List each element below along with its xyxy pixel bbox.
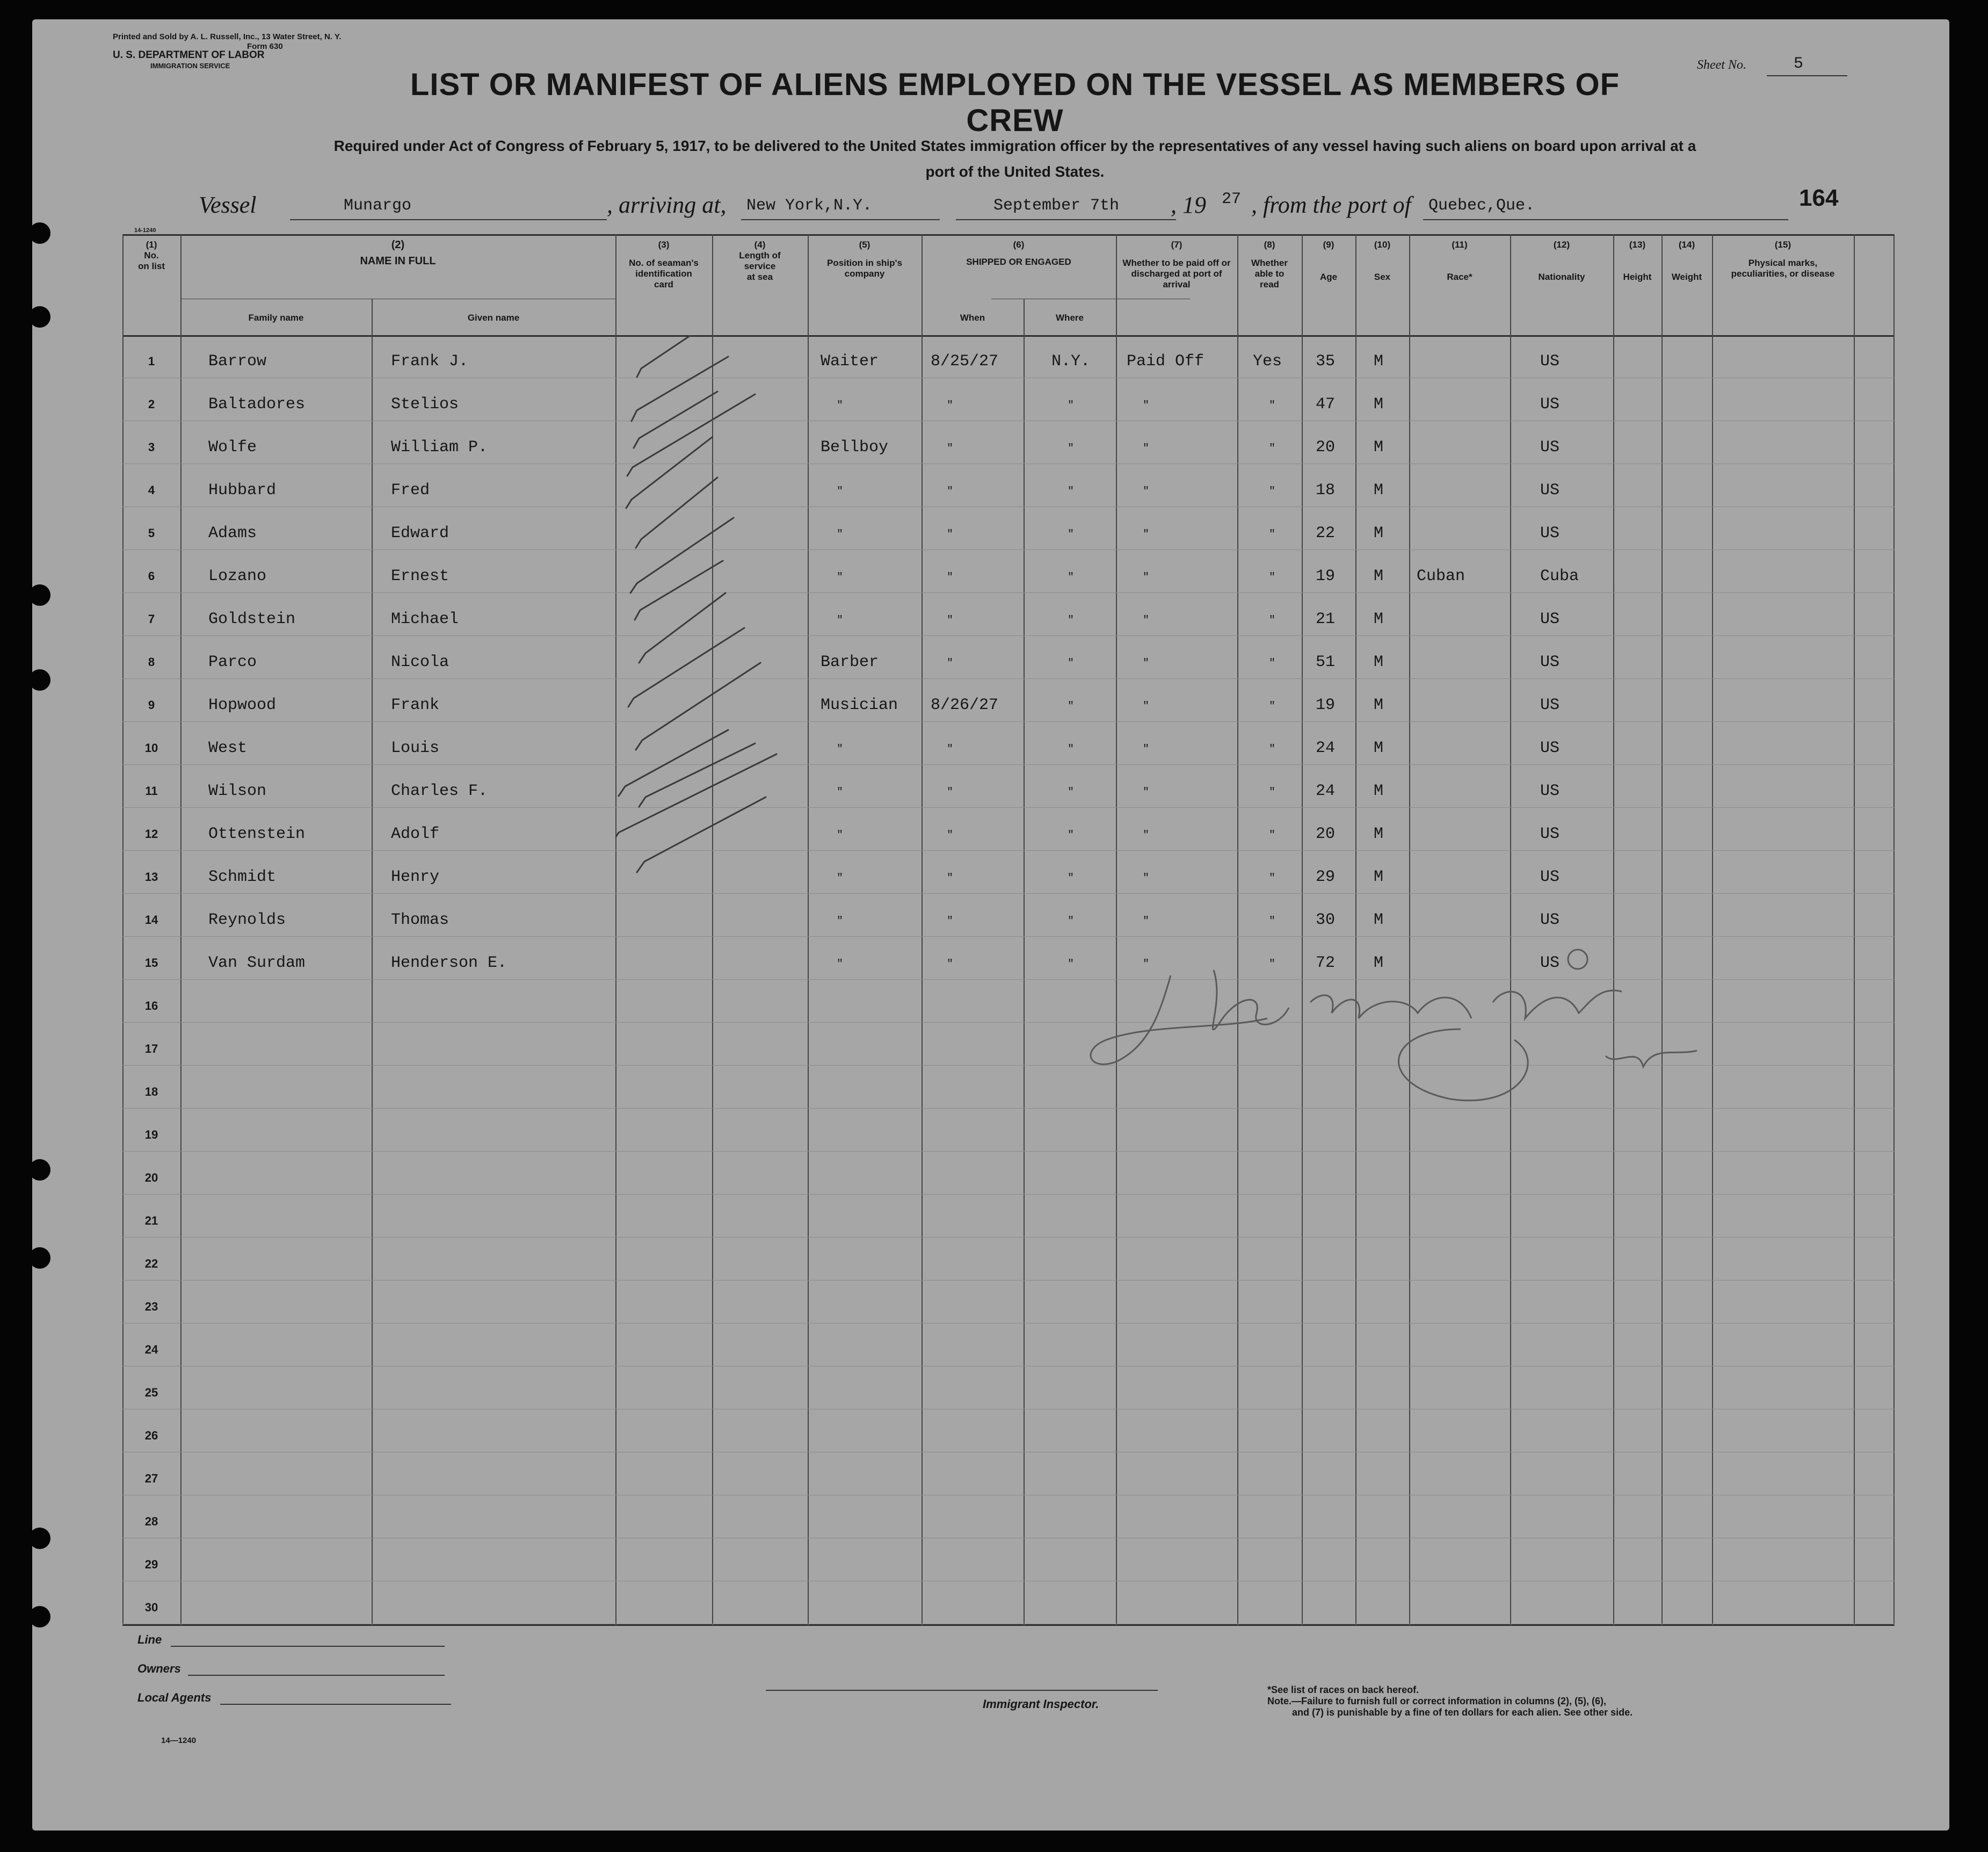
row-number: 2 (148, 397, 155, 411)
port-label: , from the port of (1251, 192, 1411, 218)
given-name-cell: Thomas (391, 911, 449, 929)
age-cell: 18 (1316, 481, 1336, 500)
shipped-where-cell: N.Y. (1051, 352, 1091, 371)
shipped-when-cell: 8/26/27 (931, 696, 999, 714)
row-rule (122, 592, 1895, 593)
family-name-cell: Lozano (208, 567, 267, 585)
arrival-underline (741, 219, 940, 220)
family-name-cell: Adams (208, 524, 257, 542)
row-number: 7 (148, 612, 155, 626)
sex-cell: M (1374, 610, 1384, 628)
port-underline (1423, 219, 1788, 220)
sex-cell: M (1374, 567, 1384, 585)
family-name-cell: Reynolds (208, 911, 286, 929)
col14-header: (14) Weight (1671, 240, 1702, 282)
row-number: 28 (144, 1515, 158, 1528)
row-rule (122, 1194, 1895, 1195)
nationality-cell: US (1540, 911, 1560, 929)
shipped-when-cell: " (947, 915, 954, 928)
col6-header: (6) SHIPPED OR ENGAGED (966, 240, 1071, 267)
nationality-cell: US (1540, 524, 1560, 542)
col9-header: (9) Age (1319, 240, 1338, 282)
row-number: 1 (148, 355, 155, 368)
row-number: 24 (144, 1343, 158, 1356)
year-prefix: , 19 (1171, 192, 1206, 218)
row-rule (122, 936, 1895, 937)
table-bottom-rule (122, 1624, 1895, 1626)
shipped-when-cell: " (947, 571, 954, 584)
given-name-cell: Ernest (391, 567, 449, 585)
col-rule (1661, 234, 1663, 1625)
row-number: 25 (144, 1386, 158, 1399)
able-to-read-cell: " (1269, 872, 1276, 885)
col4-header: (4) Length of service at sea (739, 240, 781, 282)
paid-off-cell: " (1143, 743, 1150, 756)
row-number: 9 (148, 698, 155, 712)
given-name-cell: Frank (391, 696, 440, 714)
family-name-cell: Ottenstein (208, 825, 306, 843)
paid-off-cell: " (1143, 443, 1150, 455)
binder-hole (29, 306, 50, 328)
given-name-cell: Henderson E. (391, 954, 507, 972)
col-rule (1355, 234, 1356, 1625)
agents-underline (220, 1704, 451, 1705)
inspector-signature-line (766, 1690, 1158, 1691)
col-rule (922, 234, 923, 1625)
given-name-cell: Adolf (391, 825, 440, 843)
position-cell: " (837, 571, 844, 584)
department: U. S. DEPARTMENT OF LABOR (113, 49, 265, 61)
family-name-cell: Hopwood (208, 696, 277, 714)
page-title: LIST OR MANIFEST OF ALIENS EMPLOYED ON THE VESSEL AS MEMBERS OF CREW (410, 67, 1620, 138)
able-to-read-cell: " (1269, 700, 1276, 713)
col-rule (1712, 234, 1713, 1625)
able-to-read-cell: " (1269, 829, 1276, 842)
sex-cell: M (1374, 825, 1384, 843)
family-name-cell: Wilson (208, 782, 267, 800)
nationality-cell: US (1540, 438, 1560, 457)
row-number: 14 (144, 913, 158, 927)
paid-off-cell: " (1143, 486, 1150, 498)
owners-underline (188, 1675, 445, 1676)
subtitle-line-2: port of the United States. (925, 163, 1105, 180)
shipped-where-cell: " (1068, 872, 1075, 885)
col2-header: (2) NAME IN FULL (360, 239, 436, 267)
nationality-cell: US (1540, 352, 1560, 371)
nationality-cell: US (1540, 954, 1560, 972)
shipped-where-cell: " (1068, 657, 1075, 670)
age-cell: 24 (1316, 739, 1336, 757)
given-name-cell: Stelios (391, 395, 459, 414)
subtitle (177, 133, 1853, 185)
age-cell: 35 (1316, 352, 1336, 371)
nationality-cell: US (1540, 782, 1560, 800)
col-rule (122, 234, 124, 1625)
agents-label: Local Agents (137, 1691, 212, 1704)
binder-hole (29, 1159, 50, 1181)
col-rule (1302, 234, 1303, 1625)
col1-header: (1) No. on list (137, 240, 165, 271)
shipped-when-cell: " (947, 786, 954, 799)
nationality-cell: US (1540, 868, 1560, 886)
col15-header: (15) Physical marks, peculiarities, or disease (1731, 240, 1835, 279)
footer-code: 14—1240 (161, 1736, 197, 1745)
nationality-cell: US (1540, 696, 1560, 714)
sheet-underline (1767, 75, 1847, 76)
shipped-where-cell: " (1068, 400, 1075, 412)
able-to-read-cell: " (1269, 400, 1276, 412)
sex-cell: M (1374, 954, 1384, 972)
position-cell: Bellboy (821, 438, 889, 457)
sex-cell: M (1374, 395, 1384, 414)
row-number: 23 (144, 1300, 158, 1313)
paid-off-cell: " (1143, 958, 1150, 971)
row-number: 20 (144, 1171, 158, 1184)
position-cell: " (837, 958, 844, 971)
sheet-label: Sheet No. (1697, 58, 1746, 72)
given-name-cell: Louis (391, 739, 440, 757)
shipped-where-cell: " (1068, 915, 1075, 928)
position-cell: Barber (821, 653, 879, 671)
nationality-cell: US (1540, 739, 1560, 757)
binder-hole (29, 222, 50, 244)
owners-label: Owners (137, 1662, 181, 1675)
binder-hole (29, 669, 50, 691)
row-number: 26 (144, 1429, 158, 1442)
row-number: 18 (144, 1085, 158, 1098)
col5-header: (5) Position in ship's company (826, 240, 903, 279)
row-rule (122, 549, 1895, 550)
shipped-when-cell: " (947, 958, 954, 971)
col13-header: (13) Height (1623, 240, 1652, 282)
able-to-read-cell: " (1269, 786, 1276, 799)
line-underline (171, 1646, 445, 1647)
able-to-read-cell: " (1269, 915, 1276, 928)
year-suffix: 27 (1222, 190, 1242, 208)
sex-cell: M (1374, 696, 1384, 714)
paid-off-cell: " (1143, 571, 1150, 584)
arrival-date: September 7th (993, 197, 1120, 215)
signature-mark (1085, 938, 1837, 1115)
able-to-read-cell: " (1269, 571, 1276, 584)
sex-cell: M (1374, 653, 1384, 671)
row-number: 30 (144, 1601, 158, 1614)
arriving-label: , arriving at, (607, 192, 727, 218)
where-header: Where (1056, 313, 1084, 323)
printer-line: Printed and Sold by A. L. Russell, Inc., 13 Water Street, N. Y. (113, 32, 342, 41)
departure-port: Quebec,Que. (1428, 197, 1535, 215)
shipped-when-cell: " (947, 400, 954, 412)
able-to-read-cell: " (1269, 614, 1276, 627)
position-cell: Waiter (821, 352, 879, 371)
position-cell: " (837, 614, 844, 627)
col-rule (1510, 234, 1511, 1625)
paid-off-cell: " (1143, 614, 1150, 627)
able-to-read-cell: Yes (1253, 352, 1282, 371)
age-cell: 21 (1316, 610, 1336, 628)
shipped-when-cell: " (947, 829, 954, 842)
family-name-cell: Schmidt (208, 868, 277, 886)
sex-cell: M (1374, 438, 1384, 457)
paid-off-cell: " (1143, 529, 1150, 541)
row-number: 17 (144, 1042, 158, 1055)
given-name-cell: Michael (391, 610, 459, 628)
col10-header: (10) Sex (1374, 240, 1391, 282)
age-cell: 30 (1316, 911, 1336, 929)
row-number: 3 (148, 440, 155, 454)
row-number: 8 (148, 655, 155, 669)
family-name-cell: Goldstein (208, 610, 296, 628)
age-cell: 47 (1316, 395, 1336, 414)
given-name-header: Given name (467, 313, 520, 323)
row-number: 12 (144, 827, 158, 841)
header-bottom-rule (122, 335, 1895, 337)
row-number: 22 (144, 1257, 158, 1270)
binder-hole (29, 584, 50, 606)
paid-off-cell: " (1143, 829, 1150, 842)
row-number: 5 (148, 526, 155, 540)
family-name-cell: Wolfe (208, 438, 257, 457)
row-rule (122, 721, 1895, 722)
able-to-read-cell: " (1269, 443, 1276, 455)
position-cell: Musician (821, 696, 898, 714)
shipped-when-cell: " (947, 443, 954, 455)
col-rule (1116, 234, 1117, 1625)
sex-cell: M (1374, 739, 1384, 757)
row-number: 16 (144, 999, 158, 1012)
arrival-port: New York,N.Y. (746, 197, 873, 215)
able-to-read-cell: " (1269, 657, 1276, 670)
vessel-underline (290, 219, 607, 220)
age-cell: 20 (1316, 825, 1336, 843)
sex-cell: M (1374, 782, 1384, 800)
sex-cell: M (1374, 911, 1384, 929)
shipped-where-cell: " (1068, 571, 1075, 584)
inspector-label: Immigrant Inspector. (983, 1697, 1099, 1711)
row-number: 15 (144, 956, 158, 970)
shipped-when-cell: " (947, 614, 954, 627)
row-number: 6 (148, 569, 155, 583)
vessel-name: Munargo (344, 197, 412, 215)
col-rule (1409, 234, 1410, 1625)
shipped-when-cell: " (947, 743, 954, 756)
family-name-header: Family name (248, 313, 304, 323)
row-rule (122, 764, 1895, 765)
shipped-when-cell: " (947, 486, 954, 498)
nationality-cell: US (1540, 395, 1560, 414)
age-cell: 24 (1316, 782, 1336, 800)
nationality-cell: US (1540, 481, 1560, 500)
age-cell: 19 (1316, 696, 1336, 714)
row-number: 13 (144, 870, 158, 884)
row-rule (122, 1280, 1895, 1281)
able-to-read-cell: " (1269, 486, 1276, 498)
paid-off-cell: " (1143, 786, 1150, 799)
col7-header: (7) Whether to be paid off or discharged at port of arrival (1122, 240, 1231, 290)
binder-hole (29, 1528, 50, 1549)
sex-cell: M (1374, 352, 1384, 371)
crew-table (122, 234, 1895, 1625)
paid-off-cell: " (1143, 872, 1150, 885)
given-name-cell: Charles F. (391, 782, 488, 800)
line-label: Line (137, 1633, 162, 1646)
col-rule (1893, 234, 1895, 1625)
shipped-when-cell: 8/25/27 (931, 352, 999, 371)
row-rule (122, 893, 1895, 894)
shipped-when-cell: " (947, 657, 954, 670)
row-number: 27 (144, 1472, 158, 1485)
family-name-cell: West (208, 739, 248, 757)
sex-cell: M (1374, 868, 1384, 886)
binder-hole (29, 1247, 50, 1269)
age-cell: 72 (1316, 954, 1336, 972)
able-to-read-cell: " (1269, 529, 1276, 541)
row-number: 11 (145, 784, 158, 798)
row-rule (122, 1237, 1895, 1238)
row-number: 19 (144, 1128, 158, 1141)
sex-cell: M (1374, 524, 1384, 542)
col11-header: (11) Race* (1447, 240, 1472, 282)
row-rule (122, 850, 1895, 851)
position-cell: " (837, 786, 844, 799)
nationality-cell: US (1540, 610, 1560, 628)
age-cell: 19 (1316, 567, 1336, 585)
shipped-where-cell: " (1068, 786, 1075, 799)
race-cell: Cuban (1417, 567, 1465, 585)
row-rule (122, 635, 1895, 636)
subtitle-line-1: Required under Act of Congress of February 5, 1917, to be delivered to the United States immigration officer by the representatives of any vessel having such aliens on board upon arrival at a (333, 138, 1696, 154)
paid-off-cell: Paid Off (1127, 352, 1205, 371)
paid-off-cell: " (1143, 400, 1150, 412)
given-name-cell: Henry (391, 868, 440, 886)
family-name-cell: Hubbard (208, 481, 277, 500)
manifest-sheet (32, 19, 1949, 1831)
shipped-where-cell: " (1068, 486, 1075, 498)
note-races: *See list of races on back hereof. (1267, 1684, 1419, 1695)
position-cell: " (837, 486, 844, 498)
position-cell: " (837, 915, 844, 928)
note-fine: and (7) is punishable by a fine of ten dollars for each alien. See other side. (1292, 1707, 1633, 1718)
position-cell: " (837, 529, 844, 541)
family-name-cell: Parco (208, 653, 257, 671)
shipped-where-cell: " (1068, 443, 1075, 455)
col-rule (1613, 234, 1614, 1625)
row-rule (122, 807, 1895, 808)
form-number: Form 630 (247, 42, 283, 51)
family-name-cell: Baltadores (208, 395, 306, 414)
position-cell: " (837, 872, 844, 885)
row-rule (122, 1151, 1895, 1152)
row-number: 29 (144, 1558, 158, 1571)
family-name-cell: Van Surdam (208, 954, 306, 972)
given-name-cell: Edward (391, 524, 449, 542)
position-cell: " (837, 400, 844, 412)
position-cell: " (837, 829, 844, 842)
nationality-cell: Cuba (1540, 567, 1579, 585)
shipped-where-cell: " (1068, 614, 1075, 627)
col8-header: (8) Whether able to read (1251, 240, 1288, 290)
page-stamp: 164 (1799, 185, 1839, 211)
date-underline (956, 219, 1176, 220)
age-cell: 22 (1316, 524, 1336, 542)
able-to-read-cell: " (1269, 958, 1276, 971)
table-top-rule (122, 234, 1895, 236)
paid-off-cell: " (1143, 915, 1150, 928)
nationality-cell: US (1540, 653, 1560, 671)
sheet-number: 5 (1794, 55, 1804, 73)
sex-cell: M (1374, 481, 1384, 500)
col12-header: (12) Nationality (1538, 240, 1585, 282)
shipped-where-cell: " (1068, 829, 1075, 842)
able-to-read-cell: " (1269, 743, 1276, 756)
position-cell: " (837, 743, 844, 756)
col-rule (1237, 234, 1238, 1625)
vessel-label: Vessel (199, 192, 257, 218)
corner-code: 14-1240 (134, 227, 156, 234)
shipped-when-cell: " (947, 529, 954, 541)
family-name-cell: Barrow (208, 352, 267, 371)
row-number: 4 (148, 483, 155, 497)
col-rule (1024, 299, 1025, 1625)
shipped-where-cell: " (1068, 743, 1075, 756)
paid-off-cell: " (1143, 700, 1150, 713)
given-name-cell: Fred (391, 481, 430, 500)
col-rule (1854, 234, 1855, 1625)
age-cell: 51 (1316, 653, 1336, 671)
binder-hole (29, 1606, 50, 1627)
given-name-cell: William P. (391, 438, 488, 457)
shipped-where-cell: " (1068, 958, 1075, 971)
paid-off-cell: " (1143, 657, 1150, 670)
footer-notes (1267, 1684, 1633, 1718)
note-failure: Note.—Failure to furnish full or correct information in columns (2), (5), (6), (1267, 1696, 1607, 1706)
service: IMMIGRATION SERVICE (150, 62, 230, 70)
checkmarks (615, 335, 844, 1195)
row-rule (122, 678, 1895, 679)
shipped-where-cell: " (1068, 700, 1075, 713)
when-header: When (960, 313, 985, 323)
row-number: 21 (144, 1214, 158, 1227)
nationality-cell: US (1540, 825, 1560, 843)
col3-header: (3) No. of seaman's identification card (629, 240, 699, 290)
given-name-cell: Nicola (391, 653, 449, 671)
given-name-cell: Frank J. (391, 352, 469, 371)
age-cell: 29 (1316, 868, 1336, 886)
col-rule (372, 299, 373, 1625)
shipped-when-cell: " (947, 872, 954, 885)
row-number: 10 (144, 741, 158, 755)
shipped-where-cell: " (1068, 529, 1075, 541)
col-rule (180, 234, 182, 1625)
age-cell: 20 (1316, 438, 1336, 457)
